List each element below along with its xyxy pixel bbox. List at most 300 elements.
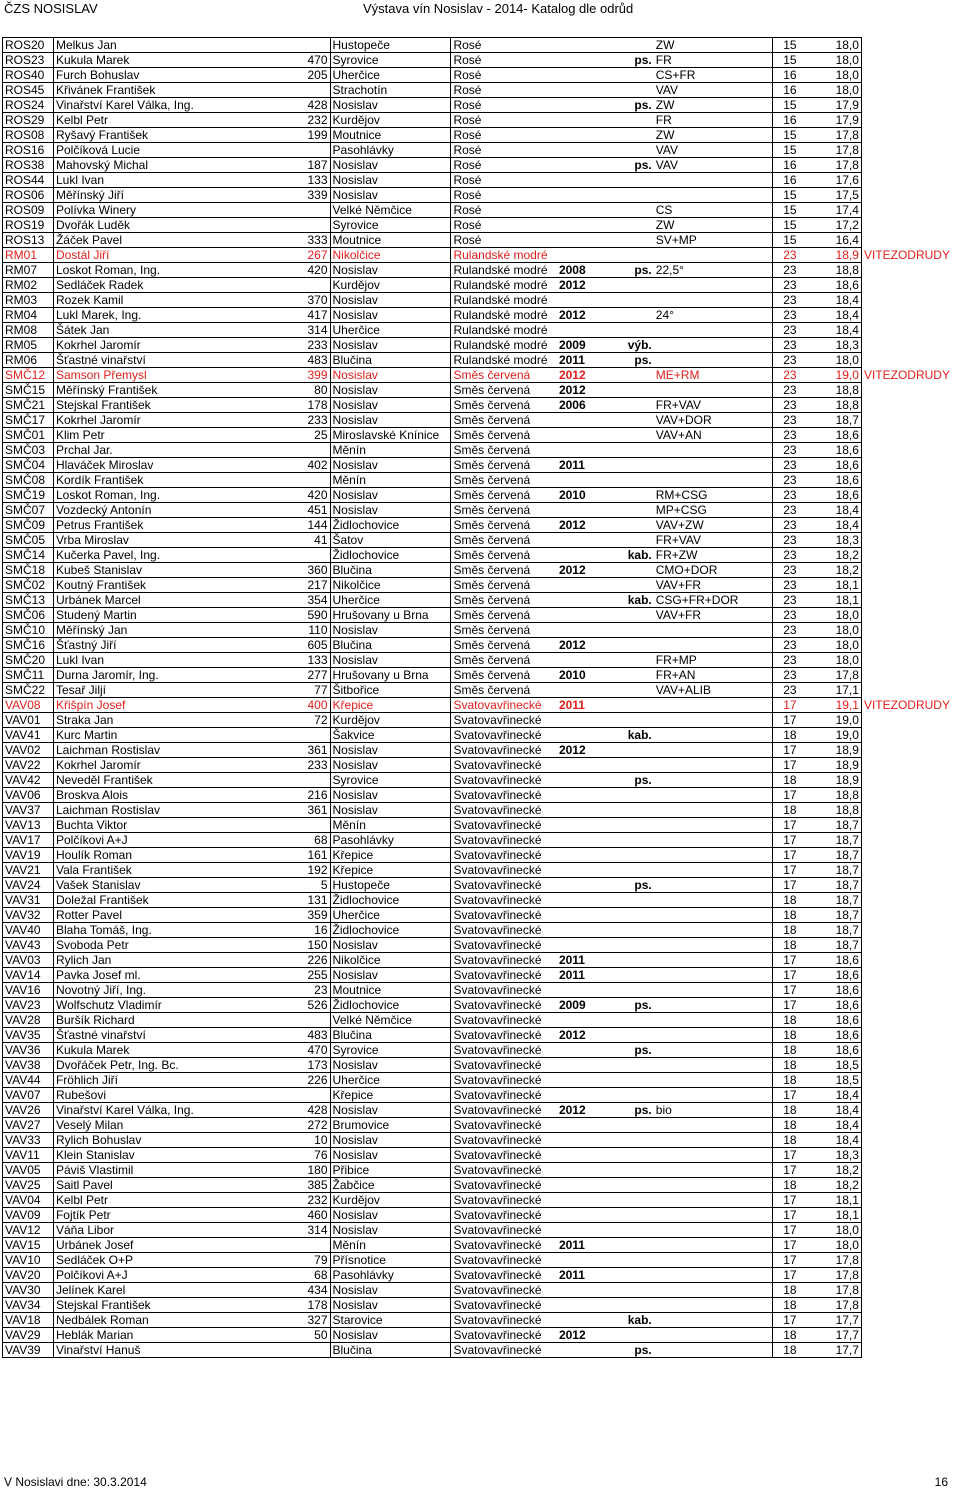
town: Přibice xyxy=(330,1163,451,1178)
vintage-year xyxy=(557,68,605,83)
table-row xyxy=(3,833,960,848)
score: 18,4 xyxy=(799,518,862,533)
wine-catalog-table xyxy=(2,37,960,1358)
house-number: 339 xyxy=(288,188,330,203)
table-row xyxy=(3,368,960,383)
town: Nosislav xyxy=(330,488,451,503)
category-number: 15 xyxy=(773,98,799,113)
blend-note xyxy=(654,1223,773,1238)
score: 18,7 xyxy=(799,938,862,953)
score: 18,4 xyxy=(799,1103,862,1118)
category-number: 23 xyxy=(773,638,799,653)
house-number: 359 xyxy=(288,908,330,923)
score: 18,0 xyxy=(799,623,862,638)
vintage-year xyxy=(557,1223,605,1238)
grower-name: Měřínský Jiří xyxy=(53,188,288,203)
wine-attribute xyxy=(605,608,654,623)
category-number: 18 xyxy=(773,1013,799,1028)
vintage-year xyxy=(557,863,605,878)
vintage-year xyxy=(557,833,605,848)
score: 19,0 xyxy=(799,368,862,383)
town: Nosislav xyxy=(330,968,451,983)
category-number: 18 xyxy=(773,1028,799,1043)
table-row xyxy=(3,773,960,788)
grower-name: Kukula Marek xyxy=(53,1043,288,1058)
house-number: 144 xyxy=(288,518,330,533)
town: Nosislav xyxy=(330,158,451,173)
wine-attribute xyxy=(605,1178,654,1193)
grower-name: Fröhlich Jiří xyxy=(53,1073,288,1088)
grower-name: Ryšavý František xyxy=(53,128,288,143)
blend-note xyxy=(654,1253,773,1268)
town: Blučina xyxy=(330,353,451,368)
vintage-year xyxy=(557,248,605,263)
house-number: 233 xyxy=(288,758,330,773)
grower-name: Jelínek Karel xyxy=(53,1283,288,1298)
blend-note xyxy=(654,698,773,713)
wine-attribute xyxy=(605,848,654,863)
town: Blučina xyxy=(330,1343,451,1358)
sample-code: VAV31 xyxy=(3,893,54,908)
town: Uherčice xyxy=(330,908,451,923)
town: Nosislav xyxy=(330,1148,451,1163)
town: Velké Němčice xyxy=(330,203,451,218)
grower-name: Neveděl František xyxy=(53,773,288,788)
category-number: 18 xyxy=(773,728,799,743)
category-number: 18 xyxy=(773,1178,799,1193)
score: 18,0 xyxy=(799,353,862,368)
variety: Rulandské modré xyxy=(451,308,557,323)
score: 18,0 xyxy=(799,608,862,623)
table-row xyxy=(3,638,960,653)
blend-note xyxy=(654,383,773,398)
house-number: 226 xyxy=(288,953,330,968)
wine-attribute: ps. xyxy=(605,158,654,173)
wine-attribute xyxy=(605,113,654,128)
vintage-year xyxy=(557,1163,605,1178)
house-number xyxy=(288,773,330,788)
sample-code: SMČ14 xyxy=(3,548,54,563)
award-label xyxy=(861,533,959,548)
variety: Svatovavřinecké xyxy=(451,908,557,923)
score: 18,0 xyxy=(799,38,862,53)
sample-code: VAV36 xyxy=(3,1043,54,1058)
house-number: 314 xyxy=(288,1223,330,1238)
house-number xyxy=(288,1013,330,1028)
vintage-year: 2012 xyxy=(557,638,605,653)
house-number: 470 xyxy=(288,53,330,68)
sample-code: VAV04 xyxy=(3,1193,54,1208)
award-label xyxy=(861,593,959,608)
award-label: VITEZODRUDY xyxy=(863,698,950,712)
wine-attribute xyxy=(605,698,654,713)
town: Uherčice xyxy=(330,593,451,608)
table-row xyxy=(3,308,960,323)
house-number: 333 xyxy=(288,233,330,248)
award-label xyxy=(861,878,959,893)
table-row xyxy=(3,1073,960,1088)
category-number: 23 xyxy=(773,458,799,473)
wine-attribute xyxy=(605,293,654,308)
category-number: 17 xyxy=(773,1253,799,1268)
award-label xyxy=(861,338,959,353)
house-number: 420 xyxy=(288,263,330,278)
score: 18,6 xyxy=(799,1043,862,1058)
score: 18,7 xyxy=(799,833,862,848)
category-number: 18 xyxy=(773,893,799,908)
variety: Rosé xyxy=(451,158,557,173)
house-number: 314 xyxy=(288,323,330,338)
grower-name: Kurc Martin xyxy=(53,728,288,743)
award-label xyxy=(861,83,959,98)
award-label xyxy=(861,863,959,878)
grower-name: Loskot Roman, Ing. xyxy=(53,488,288,503)
grower-name: Sedláček O+P xyxy=(53,1253,288,1268)
category-number: 23 xyxy=(773,683,799,698)
grower-name: Vašek Stanislav xyxy=(53,878,288,893)
variety: Rulandské modré xyxy=(451,323,557,338)
wine-attribute xyxy=(605,68,654,83)
blend-note: VAV+AN xyxy=(654,428,773,443)
grower-name: Klein Stanislav xyxy=(53,1148,288,1163)
house-number: 23 xyxy=(288,983,330,998)
score: 18,2 xyxy=(799,1163,862,1178)
score: 18,0 xyxy=(799,53,862,68)
award-label xyxy=(861,788,959,803)
table-row xyxy=(3,578,960,593)
wine-attribute xyxy=(605,473,654,488)
town: Blučina xyxy=(330,1028,451,1043)
town: Nosislav xyxy=(330,1208,451,1223)
category-number: 17 xyxy=(773,698,799,713)
variety: Svatovavřinecké xyxy=(451,1073,557,1088)
sample-code: ROS29 xyxy=(3,113,54,128)
category-number: 23 xyxy=(773,443,799,458)
table-row xyxy=(3,233,960,248)
sample-code: VAV23 xyxy=(3,998,54,1013)
award-label xyxy=(861,203,959,218)
sample-code: VAV07 xyxy=(3,1088,54,1103)
wine-attribute xyxy=(605,863,654,878)
page-number: 16 xyxy=(934,1475,948,1489)
sample-code: VAV13 xyxy=(3,818,54,833)
variety: Rosé xyxy=(451,128,557,143)
sample-code: RM05 xyxy=(3,338,54,353)
table-row xyxy=(3,53,960,68)
grower-name: Svoboda Petr xyxy=(53,938,288,953)
town: Kurdějov xyxy=(330,278,451,293)
vintage-year xyxy=(557,443,605,458)
blend-note xyxy=(654,758,773,773)
grower-name: Vinařství Hanuš xyxy=(53,1343,288,1358)
blend-note xyxy=(654,623,773,638)
category-number: 17 xyxy=(773,1088,799,1103)
vintage-year xyxy=(557,548,605,563)
town: Nikolčice xyxy=(330,578,451,593)
sample-code: VAV14 xyxy=(3,968,54,983)
score: 18,4 xyxy=(799,503,862,518)
category-number: 17 xyxy=(773,743,799,758)
vintage-year xyxy=(557,533,605,548)
award-label xyxy=(861,1118,959,1133)
grower-name: Křišpín Josef xyxy=(53,698,288,713)
sample-code: SMČ11 xyxy=(3,668,54,683)
score: 18,6 xyxy=(799,278,862,293)
grower-name: Laichman Rostislav xyxy=(53,743,288,758)
award-label xyxy=(861,1313,959,1328)
wine-attribute xyxy=(605,818,654,833)
grower-name: Klim Petr xyxy=(53,428,288,443)
category-number: 18 xyxy=(773,1043,799,1058)
wine-attribute xyxy=(605,563,654,578)
vintage-year xyxy=(557,1118,605,1133)
grower-name: Polčíkovi A+J xyxy=(53,833,288,848)
house-number: 192 xyxy=(288,863,330,878)
blend-note: FR+VAV xyxy=(654,398,773,413)
category-number: 23 xyxy=(773,593,799,608)
variety: Směs červená xyxy=(451,443,557,458)
category-number: 18 xyxy=(773,1283,799,1298)
vintage-year: 2009 xyxy=(557,998,605,1013)
house-number: 361 xyxy=(288,803,330,818)
house-number: 400 xyxy=(288,698,330,713)
vintage-year xyxy=(557,233,605,248)
score: 18,8 xyxy=(799,788,862,803)
grower-name: Pavka Josef ml. xyxy=(53,968,288,983)
grower-name: Vala František xyxy=(53,863,288,878)
house-number: 79 xyxy=(288,1253,330,1268)
house-number: 327 xyxy=(288,1313,330,1328)
town: Uherčice xyxy=(330,323,451,338)
award-label xyxy=(861,1328,959,1343)
vintage-year xyxy=(557,803,605,818)
house-number xyxy=(288,473,330,488)
variety: Směs červená xyxy=(451,668,557,683)
town: Nosislav xyxy=(330,1133,451,1148)
category-number: 18 xyxy=(773,908,799,923)
score: 18,7 xyxy=(799,908,862,923)
house-number: 417 xyxy=(288,308,330,323)
wine-attribute xyxy=(605,713,654,728)
vintage-year xyxy=(557,1253,605,1268)
vintage-year xyxy=(557,593,605,608)
town: Nosislav xyxy=(330,338,451,353)
house-number: 370 xyxy=(288,293,330,308)
vintage-year: 2011 xyxy=(557,1238,605,1253)
grower-name: Wolfschutz Vladimír xyxy=(53,998,288,1013)
grower-name: Tesař Jiljí xyxy=(53,683,288,698)
house-number: 80 xyxy=(288,383,330,398)
wine-attribute: ps. xyxy=(605,1103,654,1118)
sample-code: SMČ04 xyxy=(3,458,54,473)
grower-name: Hlaváček Miroslav xyxy=(53,458,288,473)
town: Nosislav xyxy=(330,173,451,188)
vintage-year xyxy=(557,1178,605,1193)
variety: Rulandské modré xyxy=(451,353,557,368)
vintage-year xyxy=(557,1073,605,1088)
house-number: 110 xyxy=(288,623,330,638)
award-label xyxy=(861,743,959,758)
town: Moutnice xyxy=(330,128,451,143)
blend-note xyxy=(654,353,773,368)
category-number: 18 xyxy=(773,773,799,788)
town: Syrovice xyxy=(330,773,451,788)
vintage-year: 2012 xyxy=(557,743,605,758)
sample-code: VAV26 xyxy=(3,1103,54,1118)
table-row xyxy=(3,878,960,893)
sample-code: ROS20 xyxy=(3,38,54,53)
vintage-year xyxy=(557,53,605,68)
house-number: 50 xyxy=(288,1328,330,1343)
score: 18,6 xyxy=(799,1013,862,1028)
category-number: 23 xyxy=(773,308,799,323)
vintage-year xyxy=(557,1313,605,1328)
wine-attribute xyxy=(605,1328,654,1343)
town: Nosislav xyxy=(330,98,451,113)
house-number: 133 xyxy=(288,173,330,188)
award-label xyxy=(861,1283,959,1298)
blend-note xyxy=(654,818,773,833)
grower-name: Vrba Miroslav xyxy=(53,533,288,548)
wine-attribute xyxy=(605,1058,654,1073)
score: 18,9 xyxy=(799,758,862,773)
house-number xyxy=(288,83,330,98)
category-number: 16 xyxy=(773,68,799,83)
house-number: 217 xyxy=(288,578,330,593)
sample-code: SMČ13 xyxy=(3,593,54,608)
award-label xyxy=(861,413,959,428)
wine-attribute xyxy=(605,533,654,548)
variety: Svatovavřinecké xyxy=(451,1028,557,1043)
blend-note: VAV xyxy=(654,158,773,173)
wine-attribute: ps. xyxy=(605,1343,654,1358)
category-number: 23 xyxy=(773,533,799,548)
house-number: 428 xyxy=(288,1103,330,1118)
variety: Směs červená xyxy=(451,473,557,488)
table-row xyxy=(3,548,960,563)
town: Židlochovice xyxy=(330,923,451,938)
award-label xyxy=(861,188,959,203)
table-row xyxy=(3,563,960,578)
score: 18,0 xyxy=(799,68,862,83)
award-label xyxy=(861,323,959,338)
town: Nosislav xyxy=(330,1328,451,1343)
score: 18,9 xyxy=(799,248,862,263)
score: 18,6 xyxy=(799,968,862,983)
wine-attribute xyxy=(605,248,654,263)
table-row xyxy=(3,623,960,638)
vintage-year xyxy=(557,1283,605,1298)
award-label: VITEZODRUDY xyxy=(863,248,950,262)
variety: Svatovavřinecké xyxy=(451,788,557,803)
award-label xyxy=(861,428,959,443)
variety: Svatovavřinecké xyxy=(451,1313,557,1328)
award-label xyxy=(861,608,959,623)
category-number: 17 xyxy=(773,1148,799,1163)
variety: Svatovavřinecké xyxy=(451,938,557,953)
wine-attribute xyxy=(605,683,654,698)
category-number: 23 xyxy=(773,353,799,368)
table-row xyxy=(3,68,960,83)
variety: Svatovavřinecké xyxy=(451,1013,557,1028)
sample-code: VAV17 xyxy=(3,833,54,848)
award-label xyxy=(861,128,959,143)
house-number: 133 xyxy=(288,653,330,668)
variety: Směs červená xyxy=(451,488,557,503)
score: 18,2 xyxy=(799,563,862,578)
award-label xyxy=(861,308,959,323)
blend-note xyxy=(654,788,773,803)
table-row xyxy=(3,668,960,683)
vintage-year: 2011 xyxy=(557,1268,605,1283)
house-number: 420 xyxy=(288,488,330,503)
grower-name: Polčíkovi A+J xyxy=(53,1268,288,1283)
score: 18,6 xyxy=(799,953,862,968)
wine-attribute xyxy=(605,233,654,248)
award-label xyxy=(861,488,959,503)
sample-code: VAV09 xyxy=(3,1208,54,1223)
blend-note xyxy=(654,173,773,188)
variety: Rosé xyxy=(451,68,557,83)
house-number: 232 xyxy=(288,1193,330,1208)
vintage-year xyxy=(557,113,605,128)
town: Starovice xyxy=(330,1313,451,1328)
variety: Svatovavřinecké xyxy=(451,1043,557,1058)
blend-note: VAV xyxy=(654,143,773,158)
wine-attribute xyxy=(605,788,654,803)
town: Židlochovice xyxy=(330,998,451,1013)
table-row xyxy=(3,278,960,293)
blend-note: CS+FR xyxy=(654,68,773,83)
wine-attribute xyxy=(605,1283,654,1298)
house-number xyxy=(288,1343,330,1358)
table-row xyxy=(3,83,960,98)
variety: Svatovavřinecké xyxy=(451,998,557,1013)
sample-code: VAV05 xyxy=(3,1163,54,1178)
category-number: 17 xyxy=(773,1223,799,1238)
variety: Svatovavřinecké xyxy=(451,833,557,848)
grower-name: Stejskal František xyxy=(53,1298,288,1313)
vintage-year xyxy=(557,848,605,863)
wine-attribute xyxy=(605,1253,654,1268)
sample-code: VAV10 xyxy=(3,1253,54,1268)
award-label xyxy=(861,848,959,863)
category-number: 23 xyxy=(773,248,799,263)
score: 18,7 xyxy=(799,893,862,908)
blend-note xyxy=(654,908,773,923)
wine-attribute: ps. xyxy=(605,773,654,788)
blend-note xyxy=(654,878,773,893)
house-number: 460 xyxy=(288,1208,330,1223)
wine-attribute: kab. xyxy=(605,593,654,608)
category-number: 17 xyxy=(773,758,799,773)
table-row xyxy=(3,893,960,908)
blend-note xyxy=(654,1283,773,1298)
score: 17,8 xyxy=(799,1298,862,1313)
vintage-year: 2011 xyxy=(557,353,605,368)
table-row xyxy=(3,338,960,353)
town: Měnín xyxy=(330,818,451,833)
variety: Rulandské modré xyxy=(451,278,557,293)
variety: Svatovavřinecké xyxy=(451,1193,557,1208)
house-number: 178 xyxy=(288,1298,330,1313)
wine-attribute xyxy=(605,143,654,158)
award-label xyxy=(861,923,959,938)
award-label xyxy=(861,383,959,398)
sample-code: SMČ10 xyxy=(3,623,54,638)
town: Nosislav xyxy=(330,398,451,413)
sample-code: VAV18 xyxy=(3,1313,54,1328)
